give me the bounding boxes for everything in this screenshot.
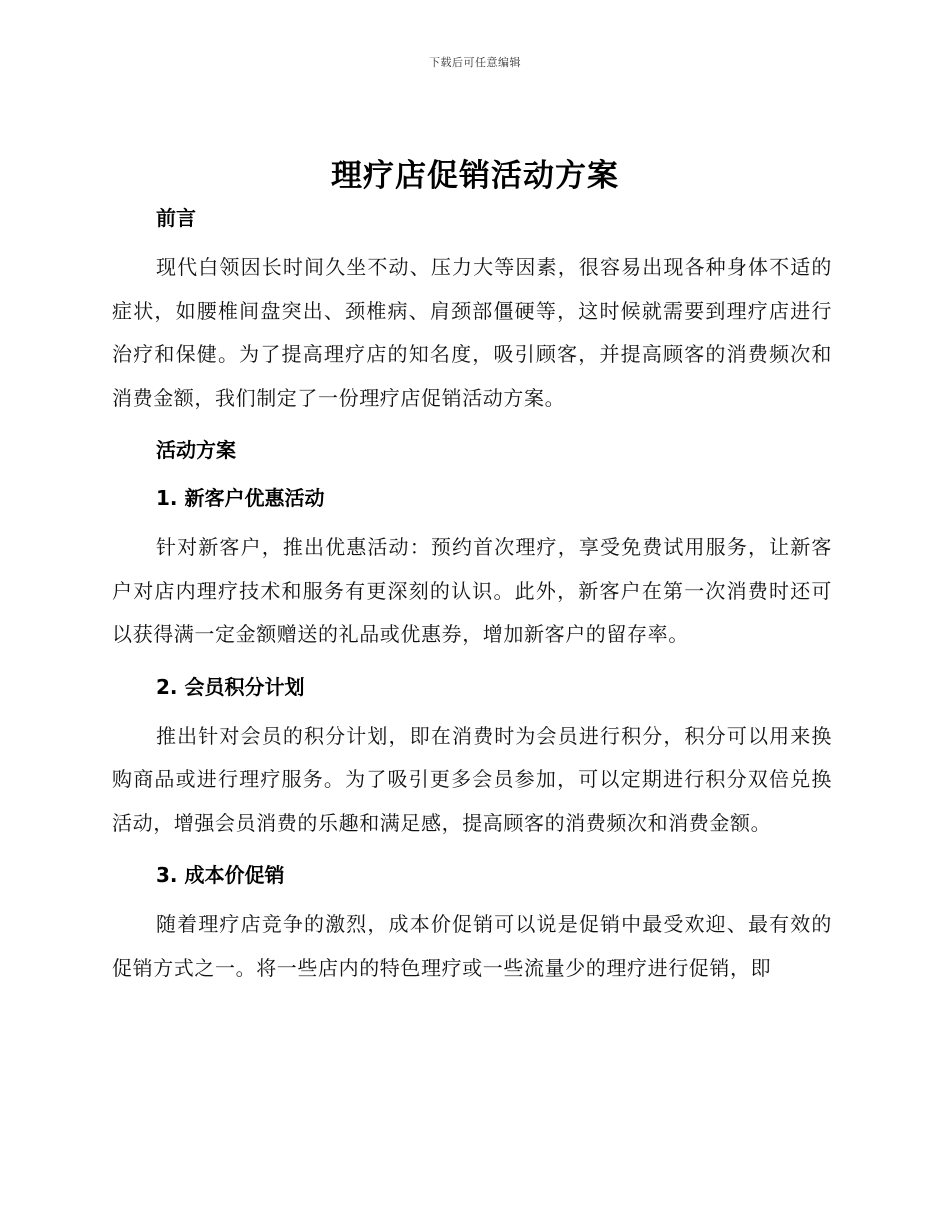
paragraph-item-1: 针对新客户，推出优惠活动：预约首次理疗，享受免费试用服务，让新客户对店内理疗技术和服务有更深刻的认识。此外，新客户在第一次消费时还可以获得满一定金额赠送的礼品或优惠券，增加新客户的留存率。 <box>112 535 832 646</box>
document-title: 理疗店促销活动方案 <box>331 158 619 194</box>
section-heading-item-3: 3. 成本价促销 <box>156 863 285 887</box>
section-heading-preface: 前言 <box>156 206 196 230</box>
paragraph-preface: 现代白领因长时间久坐不动、压力大等因素，很容易出现各种身体不适的症状，如腰椎间盘突出、颈椎病、肩颈部僵硬等，这时候就需要到理疗店进行治疗和保健。为了提高理疗店的知名度，吸引顾客，并提高顾客的消费频次和消费金额，我们制定了一份理疗店促销活动方案。 <box>112 255 832 410</box>
header-note: 下载后可任意编辑 <box>429 56 521 69</box>
section-heading-plan: 活动方案 <box>156 438 236 462</box>
section-heading-item-2: 2. 会员积分计划 <box>156 674 305 699</box>
section-heading-item-1: 1. 新客户优惠活动 <box>156 486 325 510</box>
document-body <box>112 200 832 990</box>
paragraph-item-2: 推出针对会员的积分计划，即在消费时为会员进行积分，积分可以用来换购商品或进行理疗服务。为了吸引更多会员参加，可以定期进行积分双倍兑换活动，增强会员消费的乐趣和满足感，提高顾客的消费频次和消费金额。 <box>112 723 832 835</box>
paragraph-item-3: 随着理疗店竞争的激烈，成本价促销可以说是促销中最受欢迎、最有效的促销方式之一。将一些店内的特色理疗或一些流量少的理疗进行促销，即 <box>112 912 832 980</box>
